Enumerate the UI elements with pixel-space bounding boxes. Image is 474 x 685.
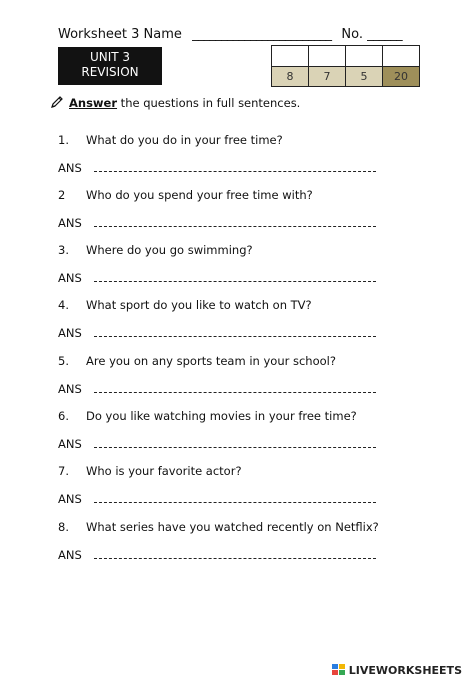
- answer-line[interactable]: [94, 171, 376, 172]
- liveworksheets-icon: [332, 664, 346, 676]
- question-number: 1.: [58, 133, 69, 147]
- answer-label: ANS: [58, 161, 82, 175]
- answer-line[interactable]: [94, 336, 376, 337]
- question-text: Where do you go swimming?: [86, 243, 253, 257]
- question-block: [58, 354, 388, 396]
- score-entry-cell: [309, 46, 346, 67]
- question-number: 7.: [58, 464, 69, 478]
- question-text: Who do you spend your free time with?: [86, 188, 313, 202]
- question-number: 5.: [58, 354, 69, 368]
- question-text: Do you like watching movies in your free time?: [86, 409, 357, 423]
- question-number: 2: [58, 188, 66, 202]
- answer-line[interactable]: [94, 281, 376, 282]
- score-max-cell: 7: [309, 67, 346, 87]
- answer-label: ANS: [58, 548, 82, 562]
- name-blank: ________________________: [192, 27, 332, 42]
- question-number: 6.: [58, 409, 69, 423]
- answer-label: ANS: [58, 216, 82, 230]
- liveworksheets-logo: [332, 664, 462, 677]
- question-text: What do you do in your free time?: [86, 133, 283, 147]
- answer-label: ANS: [58, 326, 82, 340]
- question-block: [58, 464, 388, 506]
- score-entry-row: [272, 46, 420, 67]
- liveworksheets-text: LIVEWORKSHEETS: [348, 664, 462, 677]
- score-entry-cell: [272, 46, 309, 67]
- answer-line[interactable]: [94, 226, 376, 227]
- score-table: [271, 45, 420, 87]
- question-number: 4.: [58, 298, 69, 312]
- score-entry-cell: [346, 46, 383, 67]
- score-entry-cell: [383, 46, 420, 67]
- score-total-cell: 20: [383, 67, 420, 87]
- question-number: 8.: [58, 520, 69, 534]
- score-max-row: [272, 67, 420, 87]
- question-text: Are you on any sports team in your school?: [86, 354, 336, 368]
- instruction: [50, 95, 300, 110]
- worksheet-title: Worksheet 3 Name: [58, 27, 182, 42]
- score-max-cell: 8: [272, 67, 309, 87]
- pencil-icon: [50, 95, 64, 109]
- question-text: What series have you watched recently on Netflix?: [86, 520, 379, 534]
- worksheet-header: [58, 24, 438, 46]
- question-block: [58, 243, 388, 285]
- question-text: Who is your favorite actor?: [86, 464, 242, 478]
- answer-label: ANS: [58, 492, 82, 506]
- answer-line[interactable]: [94, 502, 376, 503]
- question-block: [58, 188, 388, 230]
- answer-line[interactable]: [94, 558, 376, 559]
- number-label: No.: [341, 27, 363, 42]
- answer-line[interactable]: [94, 447, 376, 448]
- question-block: [58, 298, 388, 340]
- unit-badge: [58, 47, 162, 85]
- question-block: [58, 409, 388, 451]
- score-max-cell: 5: [346, 67, 383, 87]
- instruction-bold: Answer: [69, 96, 118, 110]
- question-block: [58, 133, 388, 175]
- revision-label: REVISION: [81, 65, 139, 79]
- answer-label: ANS: [58, 437, 82, 451]
- unit-label: UNIT 3: [89, 50, 131, 64]
- question-number: 3.: [58, 243, 69, 257]
- answer-line[interactable]: [94, 392, 376, 393]
- instruction-text: the questions in full sentences.: [117, 96, 301, 110]
- question-block: [58, 520, 388, 562]
- answer-label: ANS: [58, 271, 82, 285]
- answer-label: ANS: [58, 382, 82, 396]
- number-blank: ______: [367, 27, 402, 42]
- question-text: What sport do you like to watch on TV?: [86, 298, 312, 312]
